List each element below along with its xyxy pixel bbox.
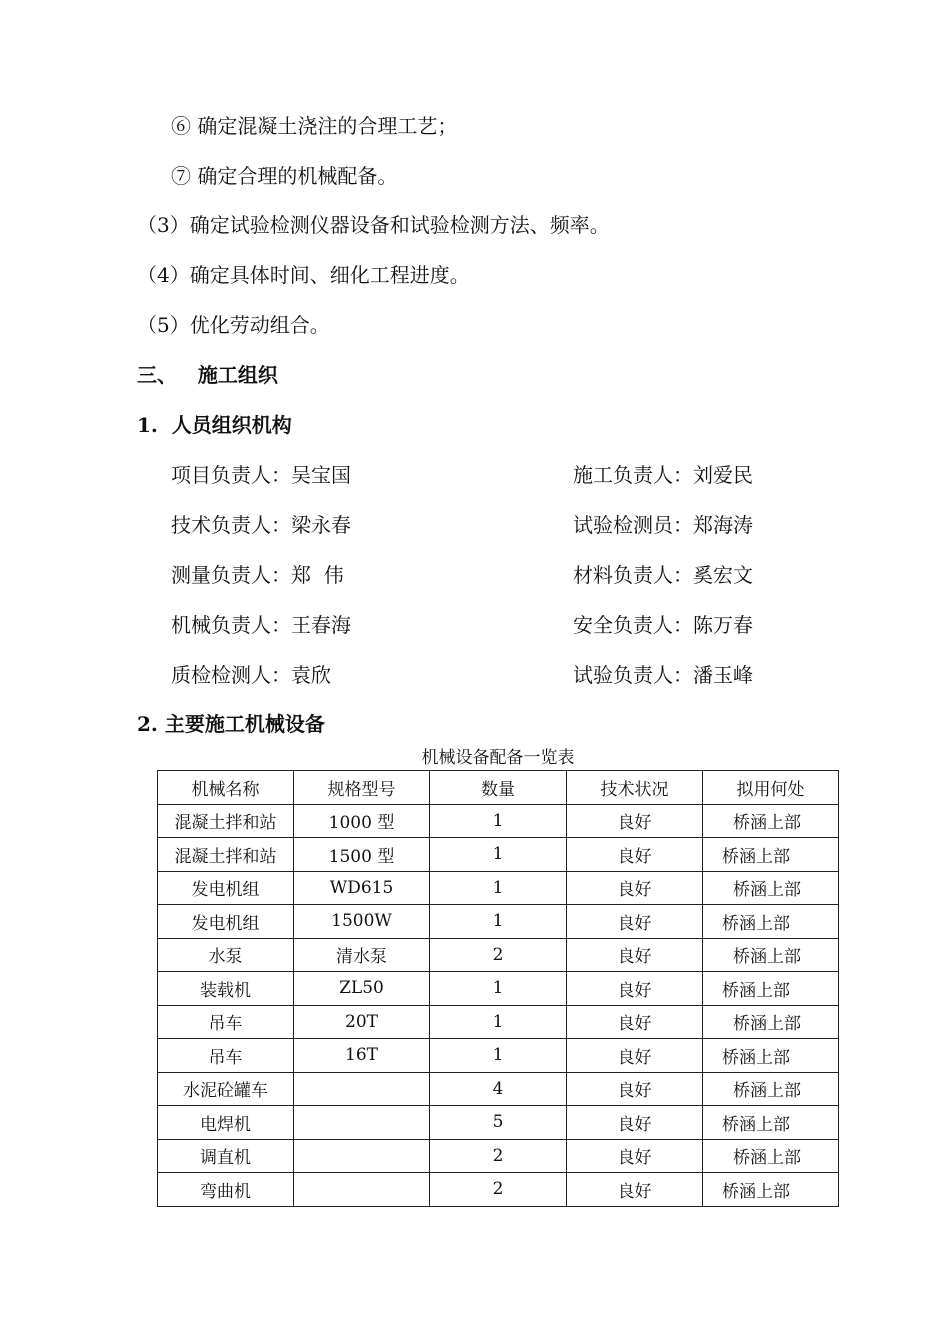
table-row — [158, 1072, 839, 1106]
cell-name: 电焊机 — [158, 1106, 294, 1140]
cell-model — [294, 1173, 430, 1207]
cell-model: 20T — [294, 1005, 430, 1039]
cell-model — [294, 1139, 430, 1173]
cell-name: 装载机 — [158, 972, 294, 1006]
table-row — [158, 938, 839, 972]
cell-model — [294, 1072, 430, 1106]
cell-name: 吊车 — [158, 1039, 294, 1073]
cell-quantity: 2 — [430, 938, 567, 972]
cell-name: 发电机组 — [158, 871, 294, 905]
cell-name: 弯曲机 — [158, 1173, 294, 1207]
header-name: 机械名称 — [158, 771, 294, 805]
personnel-technical-lead: 技术负责人：梁永春 — [171, 513, 351, 537]
cell-location: 桥涵上部 — [703, 1139, 839, 1173]
cell-condition: 良好 — [567, 1106, 703, 1140]
equipment-table — [157, 770, 839, 1207]
cell-condition: 良好 — [567, 1173, 703, 1207]
personnel-quality-inspector: 质检检测人：袁欣 — [171, 663, 331, 687]
section-title: 三、 施工组织 — [137, 363, 278, 387]
cell-quantity: 1 — [430, 905, 567, 939]
cell-quantity: 4 — [430, 1072, 567, 1106]
table-row — [158, 804, 839, 838]
cell-location: 桥涵上部 — [703, 1173, 839, 1207]
cell-condition: 良好 — [567, 1139, 703, 1173]
table-row — [158, 1106, 839, 1140]
cell-condition: 良好 — [567, 972, 703, 1006]
table-row — [158, 1039, 839, 1073]
cell-location: 桥涵上部 — [703, 1005, 839, 1039]
cell-quantity: 1 — [430, 972, 567, 1006]
table-row — [158, 838, 839, 872]
cell-location: 桥涵上部 — [703, 804, 839, 838]
cell-name: 混凝土拌和站 — [158, 804, 294, 838]
cell-condition: 良好 — [567, 838, 703, 872]
personnel-safety-lead: 安全负责人：陈万春 — [573, 613, 753, 637]
cell-location: 桥涵上部 — [703, 871, 839, 905]
cell-model: WD615 — [294, 871, 430, 905]
cell-quantity: 1 — [430, 838, 567, 872]
table-row — [158, 871, 839, 905]
cell-model: 清水泵 — [294, 938, 430, 972]
cell-model: 16T — [294, 1039, 430, 1073]
cell-location: 桥涵上部 — [703, 972, 839, 1006]
table-row — [158, 972, 839, 1006]
table-row — [158, 905, 839, 939]
step-6: ⑥ 确定混凝土浇注的合理工艺； — [171, 114, 458, 138]
header-condition: 技术状况 — [567, 771, 703, 805]
personnel-materials-lead: 材料负责人：奚宏文 — [573, 563, 753, 587]
cell-model: 1500W — [294, 905, 430, 939]
table-row — [158, 1173, 839, 1207]
cell-location: 桥涵上部 — [703, 1039, 839, 1073]
header-quantity: 数量 — [430, 771, 567, 805]
personnel-test-inspector: 试验检测员：郑海涛 — [573, 513, 753, 537]
cell-model: 1500 型 — [294, 838, 430, 872]
cell-quantity: 2 — [430, 1139, 567, 1173]
cell-quantity: 1 — [430, 1039, 567, 1073]
personnel-test-lead: 试验负责人：潘玉峰 — [573, 663, 753, 687]
subsection-personnel-title: 1. 人员组织机构 — [137, 413, 292, 437]
cell-model — [294, 1106, 430, 1140]
cell-model: 1000 型 — [294, 804, 430, 838]
cell-location: 桥涵上部 — [703, 838, 839, 872]
personnel-construction-lead: 施工负责人：刘爱民 — [573, 463, 753, 487]
step-7: ⑦ 确定合理的机械配备。 — [171, 164, 398, 188]
personnel-survey-lead: 测量负责人：郑 伟 — [171, 563, 344, 587]
cell-quantity: 2 — [430, 1173, 567, 1207]
cell-condition: 良好 — [567, 871, 703, 905]
cell-quantity: 5 — [430, 1106, 567, 1140]
cell-name: 水泵 — [158, 938, 294, 972]
cell-condition: 良好 — [567, 1072, 703, 1106]
table-row — [158, 1005, 839, 1039]
header-location: 拟用何处 — [703, 771, 839, 805]
cell-name: 发电机组 — [158, 905, 294, 939]
cell-location: 桥涵上部 — [703, 905, 839, 939]
item-4: （4）确定具体时间、细化工程进度。 — [137, 263, 470, 287]
cell-location: 桥涵上部 — [703, 1106, 839, 1140]
personnel-machinery-lead: 机械负责人：王春海 — [171, 613, 351, 637]
cell-condition: 良好 — [567, 804, 703, 838]
cell-condition: 良好 — [567, 1039, 703, 1073]
cell-quantity: 1 — [430, 1005, 567, 1039]
cell-name: 吊车 — [158, 1005, 294, 1039]
cell-name: 水泥砼罐车 — [158, 1072, 294, 1106]
table-row — [158, 1139, 839, 1173]
cell-model: ZL50 — [294, 972, 430, 1006]
cell-location: 桥涵上部 — [703, 938, 839, 972]
subsection-equipment-title: 2. 主要施工机械设备 — [137, 712, 325, 736]
item-3: （3）确定试验检测仪器设备和试验检测方法、频率。 — [137, 213, 610, 237]
cell-quantity: 1 — [430, 804, 567, 838]
header-model: 规格型号 — [294, 771, 430, 805]
table-header-row — [158, 771, 839, 805]
cell-condition: 良好 — [567, 1005, 703, 1039]
cell-condition: 良好 — [567, 938, 703, 972]
cell-condition: 良好 — [567, 905, 703, 939]
cell-quantity: 1 — [430, 871, 567, 905]
table-caption: 机械设备配备一览表 — [421, 748, 575, 768]
personnel-project-lead: 项目负责人：吴宝国 — [171, 463, 351, 487]
cell-location: 桥涵上部 — [703, 1072, 839, 1106]
item-5: （5）优化劳动组合。 — [137, 313, 330, 337]
cell-name: 调直机 — [158, 1139, 294, 1173]
cell-name: 混凝土拌和站 — [158, 838, 294, 872]
